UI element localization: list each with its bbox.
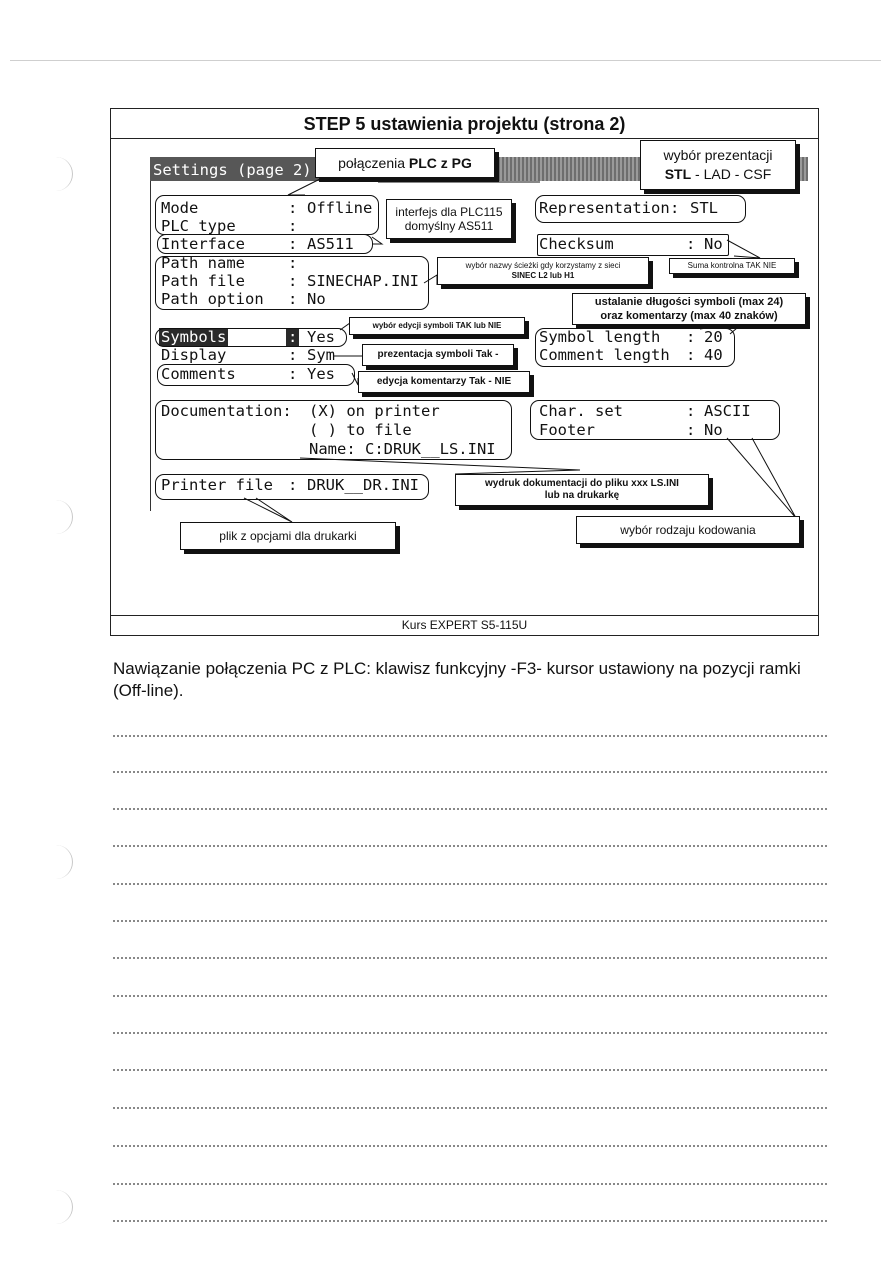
callout-display: prezentacja symboli Tak - [362, 344, 514, 366]
group-box-mode [155, 195, 379, 235]
callout-plc-pg: połączenia PLC z PG [315, 148, 495, 178]
colon: : [686, 402, 696, 420]
callout-presentation: wybór prezentacji STL - LAD - CSF [640, 140, 796, 190]
punch-hole [46, 845, 73, 879]
answer-line[interactable] [113, 1145, 827, 1147]
label-comment-length: Comment length [539, 346, 670, 364]
colon: : [686, 346, 696, 364]
colon: : [288, 199, 298, 217]
colon: : [686, 328, 696, 346]
callout-interface: interfejs dla PLC115 domyślny AS511 [386, 199, 512, 239]
label-plc-type: PLC type [161, 217, 236, 235]
group-box-symbols [155, 328, 347, 347]
value-interface: AS511 [307, 235, 354, 253]
value-char-set: ASCII [704, 402, 751, 420]
colon: : [288, 272, 298, 290]
punch-hole [46, 157, 73, 191]
callout-checksum: Suma kontrolna TAK NIE [669, 258, 795, 274]
callout-path: wybór nazwy ścieżki gdy korzystamy z sieci SINEC L2 lub H1 [437, 257, 649, 285]
colon: : [686, 235, 696, 253]
label-path-option: Path option [161, 290, 264, 308]
figure-footer: Kurs EXPERT S5-115U [111, 615, 818, 635]
answer-line[interactable] [113, 920, 827, 922]
callout-comments: edycja komentarzy Tak - NIE [358, 371, 530, 393]
doc-option-file: ( ) to file [309, 421, 412, 439]
colon: : [288, 235, 298, 253]
colon: : [288, 254, 298, 272]
doc-option-printer: (X) on printer [309, 402, 440, 420]
value-mode: Offline [307, 199, 373, 217]
label-display: Display [161, 346, 227, 364]
value-path-file: SINECHAP.INI [307, 272, 419, 290]
colon: : [288, 476, 298, 494]
label-documentation: Documentation: [161, 402, 292, 420]
value-symbols: Yes [307, 328, 335, 346]
group-box-printer-file [155, 474, 429, 500]
colon: : [288, 365, 298, 383]
punch-hole [46, 500, 73, 534]
answer-line[interactable] [113, 957, 827, 959]
label-footer: Footer [539, 421, 595, 439]
value-display: Sym [307, 346, 335, 364]
colon: : [288, 217, 298, 235]
colon: : [288, 346, 298, 364]
group-box-path [155, 256, 429, 310]
label-path-file: Path file [161, 272, 245, 290]
value-checksum: No [704, 235, 723, 253]
page-top-rule [10, 60, 881, 61]
answer-line[interactable] [113, 771, 827, 773]
group-box-documentation [155, 400, 512, 460]
label-symbol-length: Symbol length [539, 328, 661, 346]
colon: : [670, 199, 680, 217]
value-footer: No [704, 421, 723, 439]
group-box-representation [535, 195, 746, 223]
colon: : [288, 290, 298, 308]
value-printer-file: DRUK__DR.INI [307, 476, 419, 494]
answer-line[interactable] [113, 1183, 827, 1185]
figure-title: STEP 5 ustawienia projektu (strona 2) [111, 109, 818, 139]
label-comments: Comments [161, 365, 236, 383]
callout-printer-file: plik z opcjami dla drukarki [180, 522, 396, 550]
colon: : [288, 328, 298, 346]
answer-line[interactable] [113, 995, 827, 997]
label-mode: Mode [161, 199, 199, 217]
label-checksum: Checksum [539, 235, 614, 253]
label-symbols: Symbols [161, 328, 227, 346]
colon: : [686, 421, 696, 439]
answer-line[interactable] [113, 1032, 827, 1034]
callout-encoding: wybór rodzaju kodowania [576, 516, 800, 544]
group-box-charset [530, 400, 780, 440]
group-box-interface [157, 234, 373, 254]
callout-lengths: ustalanie długości symboli (max 24) oraz komentarzy (max 40 znaków) [572, 293, 806, 325]
answer-line[interactable] [113, 845, 827, 847]
value-symbol-length: 20 [704, 328, 723, 346]
label-char-set: Char. set [539, 402, 623, 420]
answer-line[interactable] [113, 735, 827, 737]
callout-symbols: wybór edycji symboli TAK lub NIE [349, 317, 525, 335]
group-box-checksum [537, 234, 729, 256]
answer-line[interactable] [113, 1220, 827, 1222]
screen-left-edge [150, 181, 151, 511]
callout-documentation: wydruk dokumentacji do pliku xxx LS.INI lub na drukarkę [455, 474, 709, 506]
label-interface: Interface [161, 235, 245, 253]
answer-line[interactable] [113, 883, 827, 885]
screen-header-title: Settings (page 2) [150, 157, 321, 181]
caption-text: Nawiązanie połączenia PC z PLC: klawisz funkcyjny -F3- kursor ustawiony na pozycji ramki (Off-line). [113, 659, 801, 700]
label-printer-file: Printer file [161, 476, 273, 494]
value-representation: STL [690, 199, 718, 217]
value-comments: Yes [307, 365, 335, 383]
group-box-lengths [535, 328, 735, 367]
group-box-comments [157, 364, 355, 386]
doc-file-name: Name: C:DRUK__LS.INI [309, 440, 496, 458]
label-representation: Representation [539, 199, 670, 217]
value-comment-length: 40 [704, 346, 723, 364]
answer-line[interactable] [113, 808, 827, 810]
label-path-name: Path name [161, 254, 245, 272]
punch-hole [46, 1190, 73, 1224]
answer-line[interactable] [113, 1107, 827, 1109]
value-path-option: No [307, 290, 326, 308]
answer-line[interactable] [113, 1069, 827, 1071]
